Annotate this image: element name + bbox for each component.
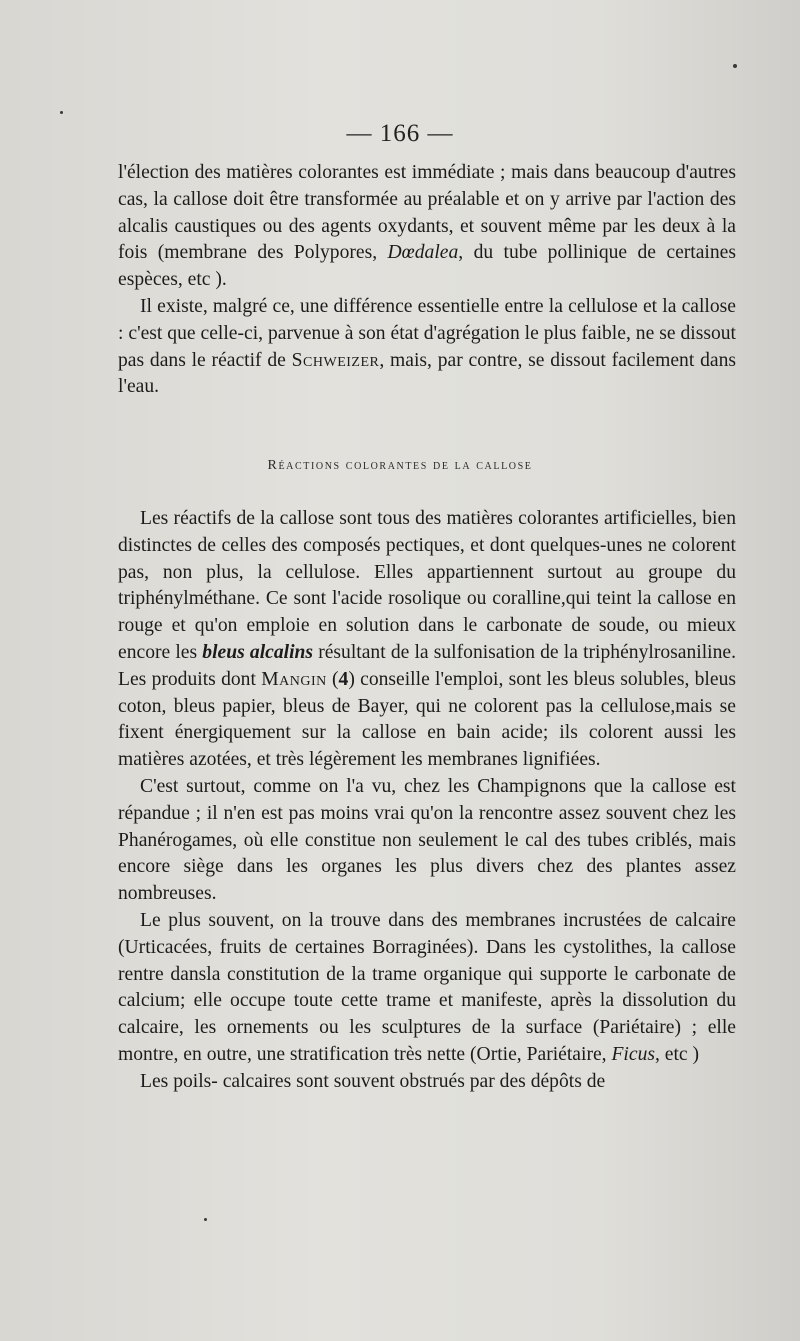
text-run: , mais, par contre, se dissout facilement dans l'eau.: [118, 349, 736, 398]
text-run: Ficus: [611, 1043, 655, 1065]
text-run: Le plus souvent, on la trouve dans des membranes incrustées de calcaire (Urticacées, fruits de certaines Borraginées). Dans les cystolithes, la callose rentre dansla constitution de la trame organique qui supporte le carbonate de calcium; elle occupe toute cette trame et manifeste, après la dissolution du calcaire, les ornements ou les sculptures de la surface (Pariétaire) ; elle montre, en outre, une stratification très nette (Ortie, Pariétaire,: [118, 909, 736, 1065]
print-speck: [60, 111, 63, 114]
text-run: Dœdalea: [387, 242, 459, 264]
paragraph: [118, 908, 736, 1069]
text-run: Les réactifs de la callose sont tous des matières colorantes artificielles, bien distinctes de celles des composés pectiques, et dont quelques-unes ne colorent pas, non plus, la cellulose. Elles appartiennent surtout au groupe du triphénylméthane. Ce sont l'acide rosolique ou coralline,qui teint la callose en rouge et qu'on emploie en solution dans le carbonate de soude, ou mieux encore les: [118, 508, 736, 663]
text-run: , etc ): [655, 1043, 700, 1065]
text-block-top: [118, 160, 736, 401]
section-heading: Réactions colorantes de la callose: [267, 458, 533, 473]
paragraph: [118, 160, 736, 294]
text-run: Mangin: [261, 668, 327, 690]
text-run: ) conseille l'emploi, sont les bleus solubles, bleus coton, bleus papier, bleus de Bayer, qui ne colorent pas la cellulose,mais se fixent énergiquement sur la callose en bain acide; ils colorent aussi les matières azotées, et très légèrement les membranes lignifiées.: [118, 668, 736, 771]
text-block-bottom: [118, 506, 736, 1096]
print-speck: [733, 64, 737, 68]
paragraph: [118, 1069, 736, 1096]
text-run: bleus alcalins: [202, 641, 314, 663]
text-run: Les poils- calcaires sont souvent obstrués par des dépôts de: [140, 1070, 606, 1092]
text-run: l'élection des matières colorantes est immédiate ; mais dans beaucoup d'autres cas, la callose doit être transformée au préalable et on y arrive par l'action des alcalis caustiques ou des agents oxydants, et souvent même par les deux à la fois (membrane des Polypores,: [118, 162, 736, 264]
print-speck: [204, 1218, 207, 1221]
text-run: Schweizer: [291, 349, 380, 371]
paragraph: [118, 294, 736, 401]
text-run: Il existe, malgré ce, une différence essentielle entre la cellulose et la callose : c'est que celle-ci, parvenue à son état d'agrégation le plus faible, ne se dissout pas dans le réactif de: [118, 295, 736, 371]
text-run: 4: [338, 668, 349, 690]
paragraph: [118, 506, 736, 774]
text-run: résultant de la sulfonisation de la triphénylrosaniline. Les produits dont: [118, 641, 736, 690]
text-run: (: [326, 668, 339, 690]
text-run: C'est surtout, comme on l'a vu, chez les Champignons que la callose est répandue ; il n'en est pas moins vrai qu'on la rencontre assez souvent chez les Phanérogames, où elle constitue non seulement le cal des tubes criblés, mais encore siège dans les organes les plus divers chez des plantes assez nombreuses.: [118, 775, 736, 905]
page-number: — 166 —: [346, 120, 454, 147]
text-run: , du tube pollinique de certaines espèces, etc ).: [118, 242, 736, 291]
paragraph: [118, 774, 736, 908]
